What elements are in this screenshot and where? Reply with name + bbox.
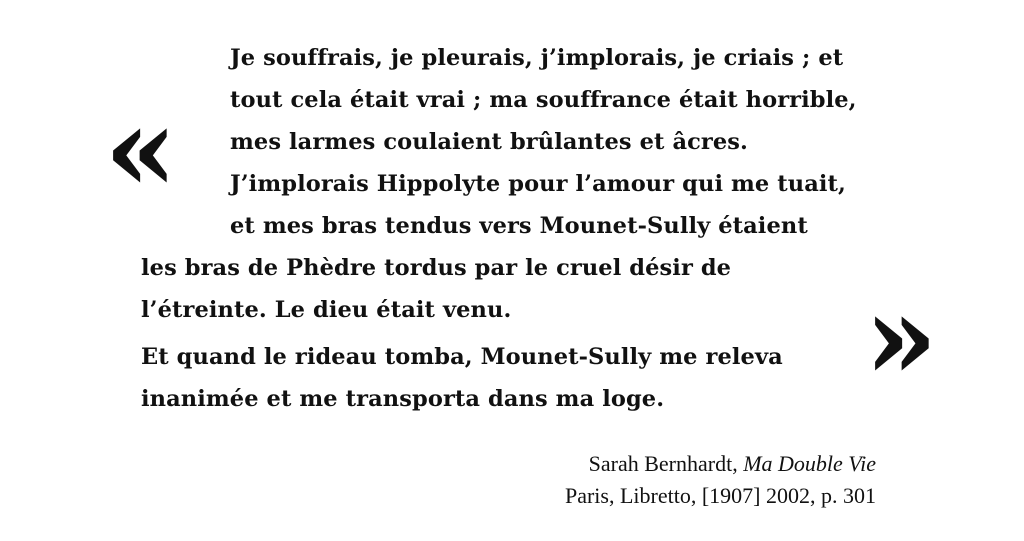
quote-line-1: Je souffrais, je pleurais, j’implorais, je criais ; et <box>230 45 844 71</box>
quote-line-7: l’étreinte. Le dieu était venu. <box>141 297 512 323</box>
attribution-author-line <box>589 450 876 478</box>
quote-line-2: tout cela était vrai ; ma souffrance était horrible, <box>230 87 857 113</box>
quote-line-4: J’implorais Hippolyte pour l’amour qui me tuait, <box>230 171 846 197</box>
quote-line-6: les bras de Phèdre tordus par le cruel désir de <box>141 255 732 281</box>
quote-line-3: mes larmes coulaient brûlantes et âcres. <box>230 129 748 155</box>
author-name: Sarah Bernhardt, <box>588 451 744 476</box>
quote-line-9: inanimée et me transporta dans ma loge. <box>141 386 665 412</box>
quote-line-5: et mes bras tendus vers Mounet-Sully étaient <box>230 213 808 239</box>
attribution-publication: Paris, Libretto, [1907] 2002, p. 301 <box>564 483 876 508</box>
opening-guillemet: « <box>104 79 178 218</box>
closing-guillemet: » <box>864 267 938 406</box>
work-title: Ma Double Vie <box>743 451 876 476</box>
quote-line-8: Et quand le rideau tomba, Mounet-Sully me releva <box>141 344 783 370</box>
